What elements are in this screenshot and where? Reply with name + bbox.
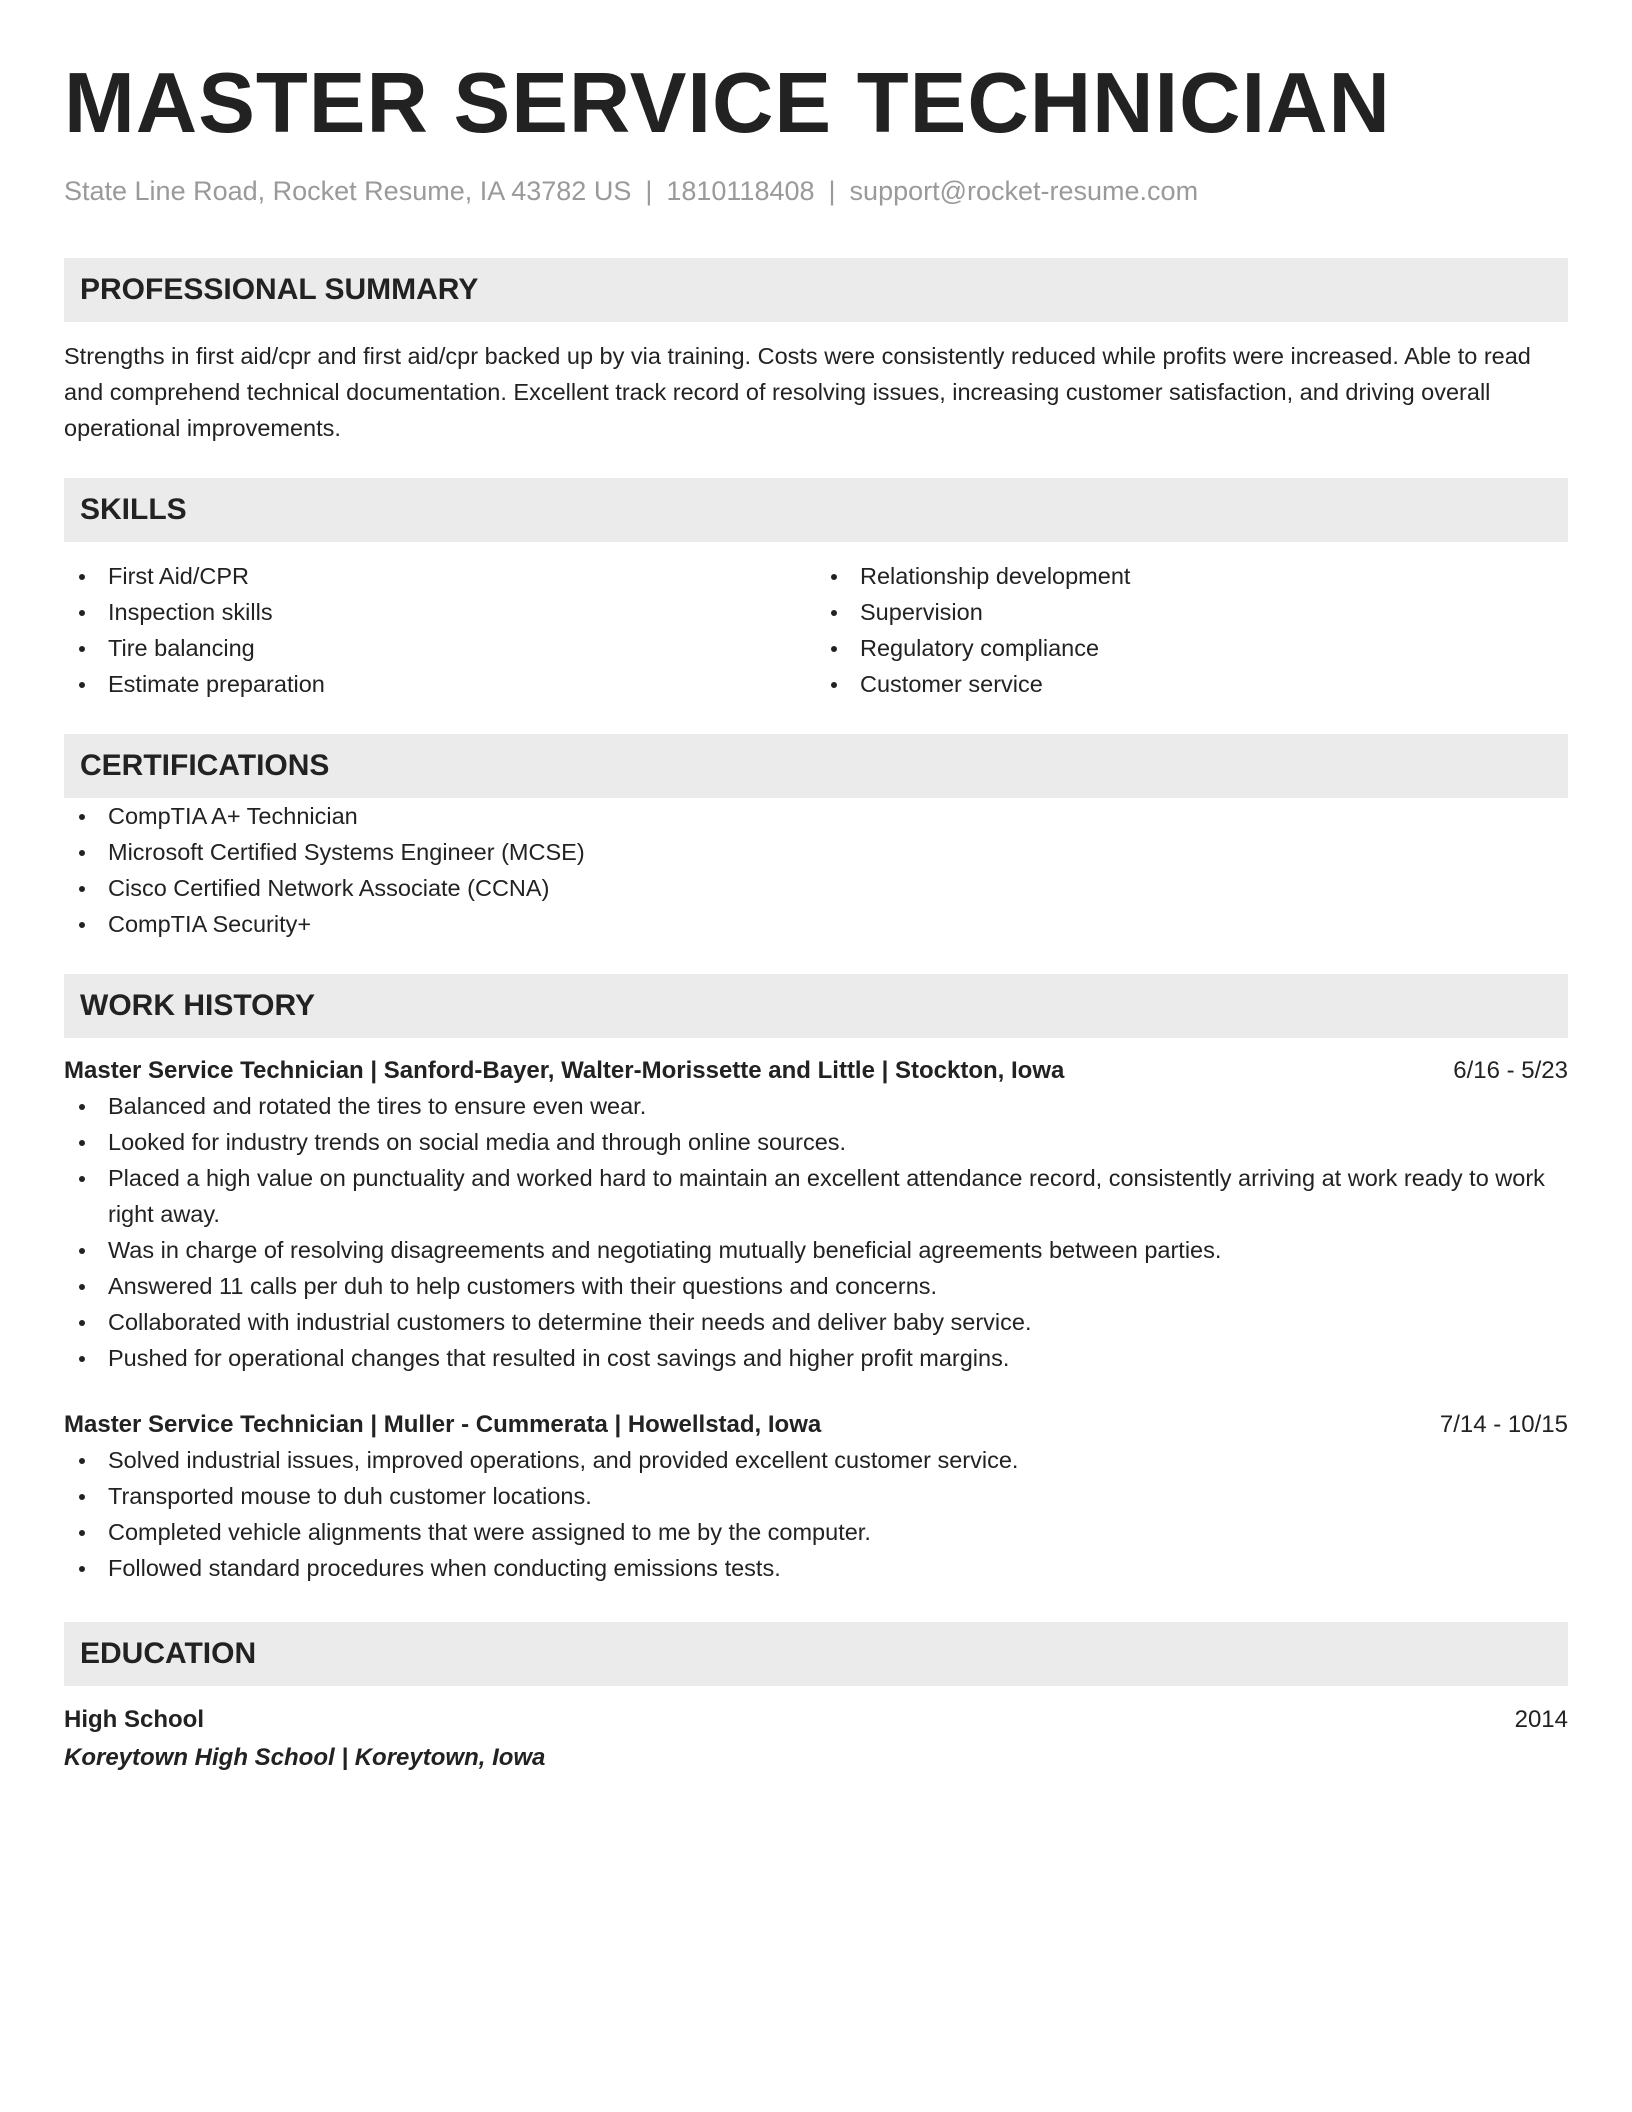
skill-item: Customer service (816, 666, 1568, 702)
job-duty: Followed standard procedures when conducting emissions tests. (64, 1550, 1568, 1586)
job-duty: Transported mouse to duh customer locations. (64, 1478, 1568, 1514)
certifications-list (64, 798, 1568, 942)
job-duty: Completed vehicle alignments that were assigned to me by the computer. (64, 1514, 1568, 1550)
skill-item: Regulatory compliance (816, 630, 1568, 666)
certification-item: Cisco Certified Network Associate (CCNA) (64, 870, 1568, 906)
contact-separator: | (645, 176, 653, 206)
job-duties-list (64, 1088, 1568, 1376)
job-header (64, 1054, 1568, 1088)
contact-phone: 1810118408 (666, 176, 815, 206)
job-dates: 7/14 - 10/15 (1439, 1411, 1568, 1438)
skills-heading: SKILLS (64, 478, 1568, 542)
skill-item: Estimate preparation (64, 666, 816, 702)
job-duty: Pushed for operational changes that resulted in cost savings and higher profit margins. (64, 1340, 1568, 1376)
job-duty: Placed a high value on punctuality and worked hard to maintain an excellent attendance record, consistently arriving at work ready to work right away. (64, 1160, 1568, 1232)
certification-item: CompTIA A+ Technician (64, 798, 1568, 834)
education-entry (64, 1702, 1568, 1738)
contact-email: support@rocket-resume.com (849, 176, 1199, 206)
job-duty: Was in charge of resolving disagreements and negotiating mutually beneficial agreements between parties. (64, 1232, 1568, 1268)
job-duty: Solved industrial issues, improved operations, and provided excellent customer service. (64, 1442, 1568, 1478)
certification-item: Microsoft Certified Systems Engineer (MCSE) (64, 834, 1568, 870)
skill-item: First Aid/CPR (64, 558, 816, 594)
summary-text: Strengths in first aid/cpr and first aid/cpr backed up by via training. Costs were consistently reduced while profits were increased. Able to read and comprehend technical documentation. Excellent track record of resolving issues, increasing customer satisfaction, and driving overall operational improvements. (64, 343, 1531, 441)
contact-address: State Line Road, Rocket Resume, IA 43782 US (64, 176, 632, 206)
job-duty: Looked for industry trends on social media and through online sources. (64, 1124, 1568, 1160)
contact-line (64, 174, 1568, 208)
skill-item: Tire balancing (64, 630, 816, 666)
education-degree: High School (64, 1706, 204, 1733)
skill-item: Relationship development (816, 558, 1568, 594)
skill-item: Inspection skills (64, 594, 816, 630)
job-duties-list (64, 1442, 1568, 1586)
job-duty: Balanced and rotated the tires to ensure even wear. (64, 1088, 1568, 1124)
certification-item: CompTIA Security+ (64, 906, 1568, 942)
education-school: Koreytown High School | Koreytown, Iowa (64, 1744, 546, 1771)
summary-heading: PROFESSIONAL SUMMARY (64, 258, 1568, 322)
education-heading: EDUCATION (64, 1622, 1568, 1686)
job-header (64, 1408, 1568, 1442)
skills-column-left (64, 558, 816, 702)
job-title: Master Service Technician | Muller - Cummerata | Howellstad, Iowa (64, 1411, 822, 1438)
certifications-heading: CERTIFICATIONS (64, 734, 1568, 798)
job-duty: Answered 11 calls per duh to help customers with their questions and concerns. (64, 1268, 1568, 1304)
education-year: 2014 (1514, 1706, 1568, 1733)
job-duty: Collaborated with industrial customers to determine their needs and deliver baby service. (64, 1304, 1568, 1340)
job-dates: 6/16 - 5/23 (1453, 1057, 1568, 1084)
candidate-name: MASTER SERVICE TECHNICIAN (64, 56, 1391, 151)
skills-list (64, 558, 1568, 702)
skills-column-right (816, 558, 1568, 702)
skill-item: Supervision (816, 594, 1568, 630)
job-title: Master Service Technician | Sanford-Bayer, Walter-Morissette and Little | Stockton, Iowa (64, 1057, 1065, 1084)
contact-separator: | (828, 176, 836, 206)
work-history-heading: WORK HISTORY (64, 974, 1568, 1038)
